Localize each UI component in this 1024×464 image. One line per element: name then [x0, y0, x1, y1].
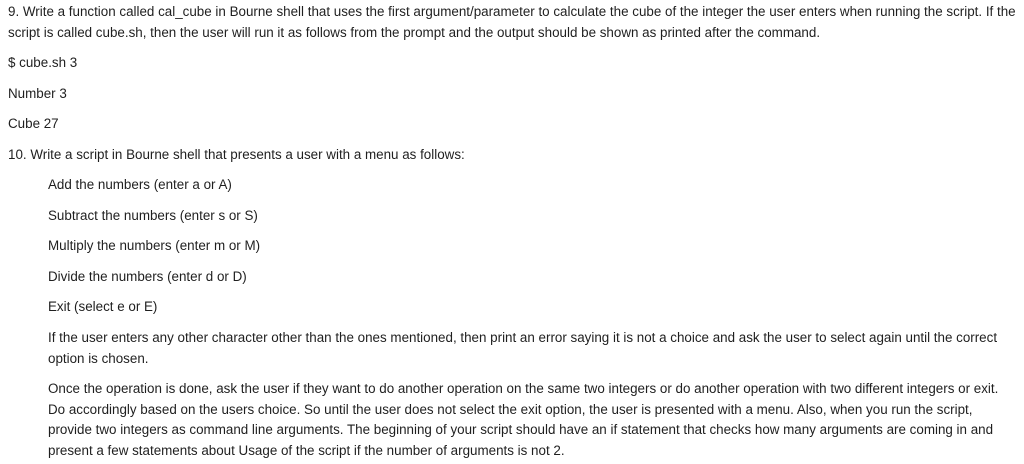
- error-instruction: If the user enters any other character other than the ones mentioned, then print an error saying it is not a choice and ask the user to select again until the correct option is chosen.: [48, 330, 998, 366]
- menu-item-add: Add the numbers (enter a or A): [48, 177, 232, 192]
- menu-item-divide: Divide the numbers (enter d or D): [48, 269, 247, 284]
- menu-item-subtract: Subtract the numbers (enter s or S): [48, 208, 258, 223]
- menu-item-multiply: Multiply the numbers (enter m or M): [48, 238, 261, 253]
- question-9-text: 9. Write a function called cal_cube in Bourne shell that uses the first argument/parameter to calculate the cube of the integer the user enters when running the script. If the script is called cube.sh, then the user will run it as follows from the prompt and the output should be shown as printed after the command.: [8, 4, 1016, 40]
- menu-item-exit: Exit (select e or E): [48, 299, 158, 314]
- operation-instruction: Once the operation is done, ask the user if they want to do another operation on the same two integers or do another operation with two different integers or exit. Do accordingly based on the users choice. So until the user does not select the exit option, the user is presented with a menu. Also, when you run the script, provide two integers as command line arguments. The beginning of your script should have an if statement that checks how many arguments are coming in and present a few statements about Usage of the script if the number of arguments is not 2.: [48, 381, 999, 458]
- output-line-number: Number 3: [8, 86, 67, 101]
- question-10-text: 10. Write a script in Bourne shell that presents a user with a menu as follows:: [8, 147, 465, 162]
- output-line-cube: Cube 27: [8, 116, 59, 131]
- command-example: $ cube.sh 3: [8, 55, 78, 70]
